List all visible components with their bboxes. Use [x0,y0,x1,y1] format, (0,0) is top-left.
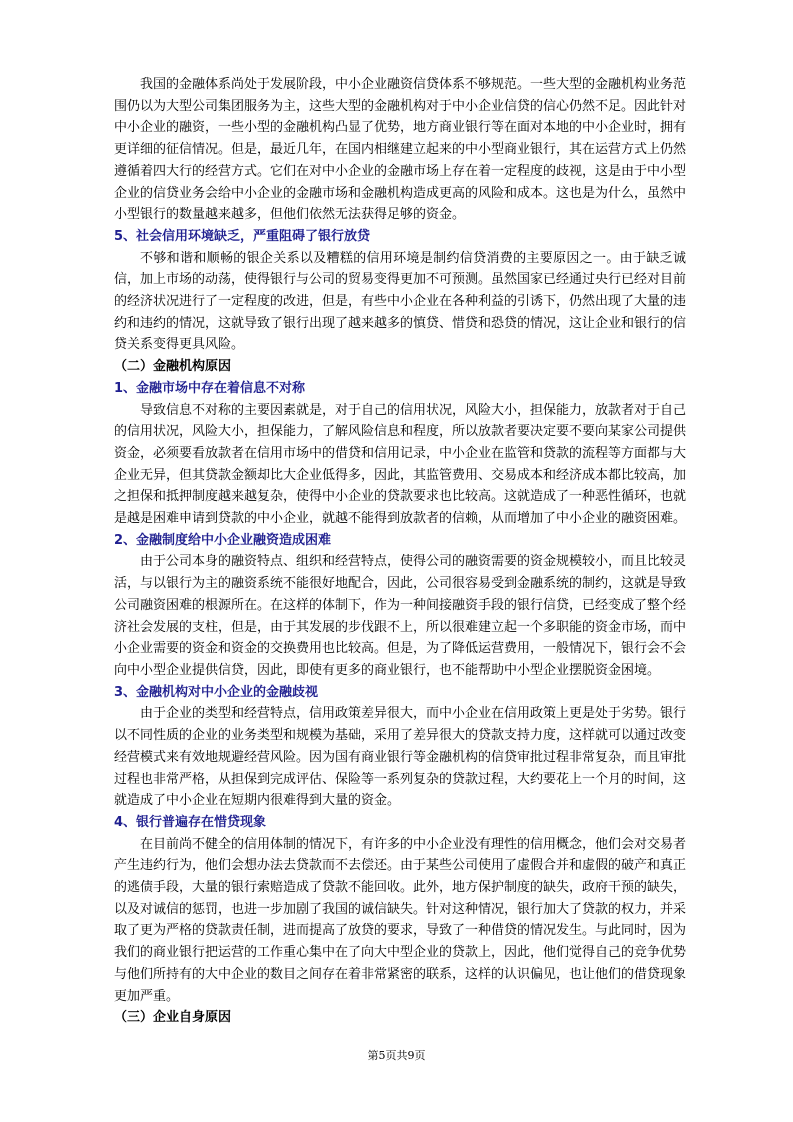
paragraph-financial-system-difficulty: 由于公司本身的融资特点、组织和经营特点，使得公司的融资需要的资金规模较小，而且比较灵活，与以银行为主的融资系统不能很好地配合，因此，公司很容易受到金融系统的制约，这就是导致公司融资困难的根源所在。在这样的体制下，作为一种间接融资手段的银行信贷，已经变成了整个经济社会发展的支柱，但是，由于其发展的步伐跟不上，所以很难建立起一个多职能的资金市场，而中小企业需要的资金和资金的交换费用也比较高。但是，为了降低运营费用，一般情况下，银行会不会向中小型企业提供信贷，因此，即使有更多的商业银行，也不能帮助中小型企业摆脱资金困境。 [114,554,687,678]
paragraph-financial-system: 我国的金融体系尚处于发展阶段，中小企业融资信贷体系不够规范。一些大型的金融机构业务范围仍以为大型公司集团服务为主，这些大型的金融机构对于中小企业信贷的信心仍然不足。因此针对中小企业的融资，一些小型的金融机构凸显了优势，地方商业银行等在面对本地的中小企业时，拥有更详细的征信情况。但是，最近几年，在国内相继建立起来的中小型商业银行，其在运营方式上仍然遵循着四大行的经营方式。它们在对中小企业的金融市场上存在着一定程度的歧视，这是由于中小型企业的信贷业务会给中小企业的金融市场和金融机构造成更高的风险和成本。这也是为什么，虽然中小型银行的数量越来越多，但他们依然无法获得足够的资金。 [114,77,687,223]
document-body [114,74,686,1029]
heading-information-asymmetry: 1、金融市场中存在着信息不对称 [114,380,306,396]
heading-financial-discrimination: 3、金融机构对中小企业的金融歧视 [114,684,319,700]
section-heading-financial-institutions: （二）金融机构原因 [114,359,232,375]
heading-financial-system-difficulty: 2、金融制度给中小企业融资造成困难 [114,532,332,548]
paragraph-credit-environment: 不够和谐和顺畅的银企关系以及糟糕的信用环境是制约信贷消费的主要原因之一。由于缺乏诚信，加上市场的动荡，使得银行与公司的贸易变得更加不可预测。虽然国家已经通过央行已经对目前的经济状况进行了一定程度的改进，但是，有些中小企业在各种利益的引诱下，仍然出现了大量的违约和违约的情况，这就导致了银行出现了越来越多的慎贷、惜贷和恐贷的情况，这让企业和银行的信贷关系变得更具风险。 [114,250,687,353]
heading-credit-environment: 5、社会信用环境缺乏，严重阻碍了银行放贷 [114,228,371,244]
heading-reluctant-lending: 4、银行普遍存在惜贷现象 [114,814,267,830]
paragraph-information-asymmetry: 导致信息不对称的主要因素就是，对于自己的信用状况，风险大小，担保能力，放款者对于自己的信用状况，风险大小，担保能力，了解风险信息和程度，所以放款者要决定要不要向某家公司提供资金，必须要看放款者在信用市场中的借贷和信用记录，中小企业在监管和贷款的流程等方面都与大企业无异，但其贷款金额却比大企业低得多，因此，其监管费用、交易成本和经济成本都比较高，加之担保和抵押制度越来越复杂，使得中小企业的贷款要求也比较高。这就造成了一种恶性循环，也就是越是困难申请到贷款的中小企业，就越不能得到放款者的信赖，从而增加了中小企业的融资困难。 [114,402,687,527]
page-footer: 第5页共9页 [367,1049,426,1062]
paragraph-reluctant-lending: 在目前尚不健全的信用体制的情况下，有许多的中小企业没有理性的信用概念，他们会对交易者产生违约行为，他们会想办法去贷款而不去偿还。由于某些公司使用了虚假合并和虚假的破产和真正的逃债手段，大量的银行索赔造成了贷款不能回收。此外，地方保护制度的缺失，政府干预的缺失，以及对诚信的惩罚，也进一步加剧了我国的诚信缺失。针对这种情况，银行加大了贷款的权力，并采取了更为严格的贷款责任制，进而提高了放贷的要求，导致了一种借贷的情况发生。与此同时，因为我们的商业银行把运营的工作重心集中在了向大中型企业的贷款上，因此，他们觉得自己的竞争优势与他们所持有的大中企业的数目之间存在着非常紧密的联系，这样的认识偏见，也让他们的借贷现象更加严重。 [114,836,687,1004]
paragraph-financial-discrimination: 由于企业的类型和经营特点，信用政策差异很大，而中小企业在信用政策上更是处于劣势。银行以不同性质的企业的业务类型和规模为基础，采用了差异很大的贷款支持力度，这样就可以通过改变经营模式来有效地规避经营风险。因为国有商业银行等金融机构的信贷审批过程非常复杂，而且审批过程也非常严格，从担保到完成评估、保险等一系列复杂的贷款过程，大约要花上一个月的时间，这就造成了中小企业在短期内很难得到大量的资金。 [114,706,687,809]
section-heading-enterprise-reasons: （三）企业自身原因 [114,1010,232,1026]
